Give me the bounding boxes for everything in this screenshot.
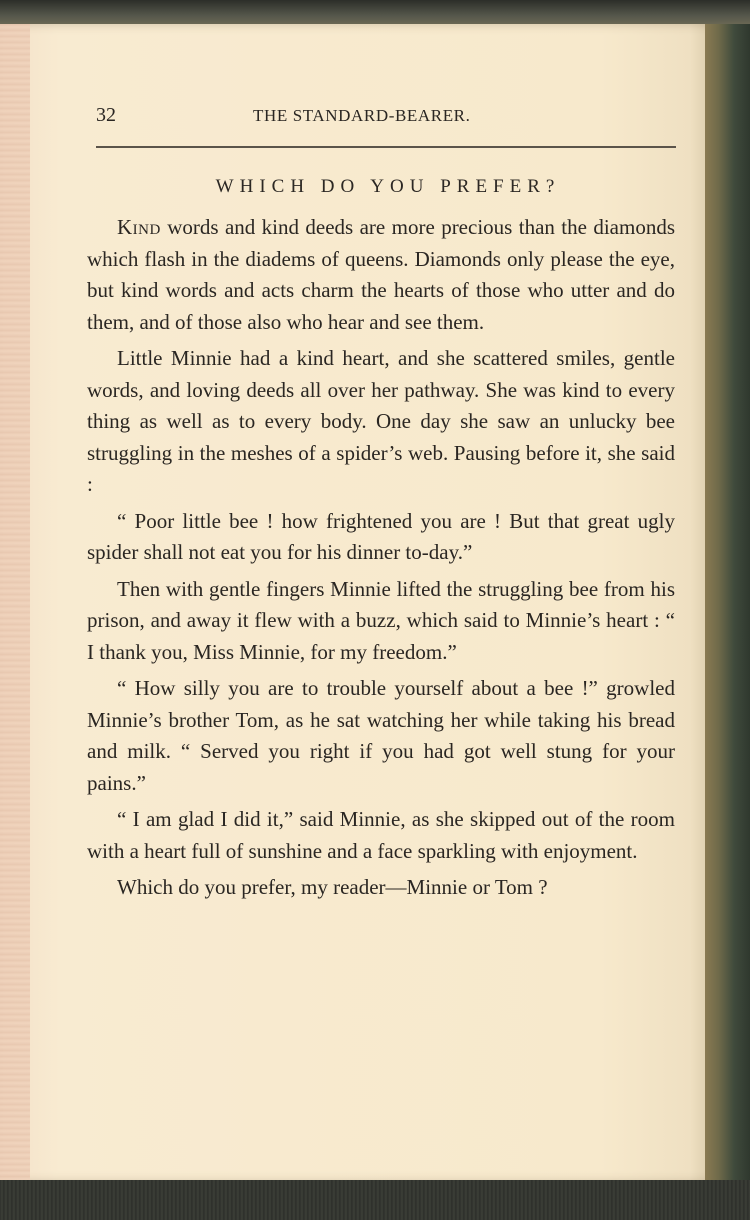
paragraph: Then with gentle fingers Minnie lifted the struggling bee from his prison, and away it flew with a buzz, which said to Minnie’s heart : “ I thank you, Miss Minnie, for my freedom.” — [87, 576, 675, 664]
page-left-edge — [0, 24, 30, 1182]
paragraph: “ How silly you are to trouble yourself about a bee !” growled Minnie’s brother Tom, as he sat watching her while taking his bread and milk. “ Served you right if you had got well stung for your pains.” — [87, 676, 675, 795]
header-rule — [96, 146, 676, 148]
book-top-edge — [0, 0, 750, 26]
body-text — [87, 212, 675, 909]
drop-word: Kind — [117, 215, 161, 239]
book-bottom-edge — [0, 1180, 750, 1220]
section-title: WHICH DO YOU PREFER? — [215, 176, 561, 197]
paragraph: Which do you prefer, my reader—Minnie or Tom ? — [117, 875, 548, 899]
running-head — [96, 104, 676, 134]
paragraph-text: words and kind deeds are more precious than the diamonds which flash in the diadems of queens. Diamonds only please the eye, but kind words and acts charm the hearts of those who utter and do them, and of those also who hear and see them. — [87, 215, 675, 334]
paragraph — [87, 212, 675, 338]
paragraph: “ Poor little bee ! how frightened you are ! But that great ugly spider shall not eat you for his dinner to-day.” — [87, 508, 675, 564]
paragraph: Little Minnie had a kind heart, and she scattered smiles, gentle words, and loving deeds all over her pathway. She was kind to every thing as well as to every body. One day she saw an unlucky bee struggling in the meshes of a spider’s web. Pausing before it, she said : — [87, 346, 675, 496]
page-number: 32 — [96, 104, 116, 126]
paragraph: “ I am glad I did it,” said Minnie, as she skipped out of the room with a heart full of sunshine and a face sparkling with enjoyment. — [87, 807, 675, 863]
book-title: THE STANDARD-BEARER. — [253, 106, 471, 125]
book-binding — [705, 24, 750, 1182]
